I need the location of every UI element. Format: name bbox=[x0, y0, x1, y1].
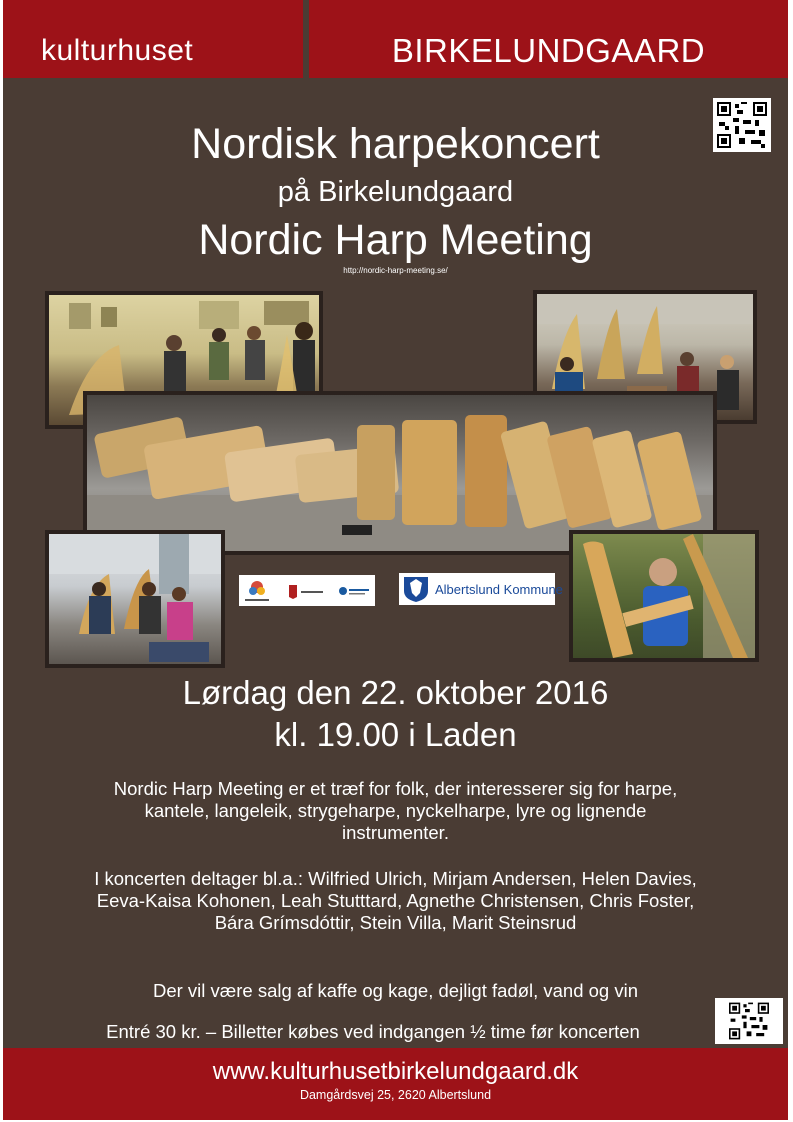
municipality-name: Albertslund Kommune bbox=[435, 582, 563, 597]
header-left-block bbox=[3, 0, 303, 78]
title-url[interactable]: http://nordic-harp-meeting.se/ bbox=[343, 266, 448, 275]
title-english: Nordic Harp Meeting bbox=[198, 216, 593, 264]
performers-line: I koncerten deltager bl.a.: Wilfried Ulrich, Mirjam Andersen, Helen Davies, bbox=[94, 868, 697, 889]
coat-of-arms-icon bbox=[402, 575, 430, 603]
title-subtitle: på Birkelundgaard bbox=[277, 176, 514, 208]
performers-line: Eeva-Kaisa Kohonen, Leah Stutttard, Agnethe Christensen, Chris Foster, bbox=[96, 890, 695, 911]
footer bbox=[3, 1048, 788, 1120]
footer-address: Damgårdsvej 25, 2620 Albertslund bbox=[299, 1088, 492, 1102]
description-line: instrumenter. bbox=[342, 822, 449, 843]
entry-info: Entré 30 kr. – Billetter købes ved indgangen ½ time før koncerten bbox=[106, 1021, 640, 1042]
sponsor-logos-small bbox=[239, 575, 375, 606]
footer-website[interactable]: www.kulturhusetbirkelundgaard.dk bbox=[212, 1058, 579, 1085]
qr-code-bottom-icon[interactable] bbox=[715, 998, 783, 1044]
header-venue-location: BIRKELUNDGAARD bbox=[391, 32, 706, 69]
performers-line: Bára Grímsdóttir, Stein Villa, Marit Steinsrud bbox=[214, 912, 577, 933]
header bbox=[3, 0, 788, 78]
performers-paragraph bbox=[3, 868, 788, 934]
header-right-block bbox=[309, 0, 788, 78]
description-line: kantele, langeleik, strygeharpe, nyckelharpe, lyre og lignende bbox=[144, 800, 647, 821]
description-paragraph bbox=[3, 778, 788, 844]
description-line: Nordic Harp Meeting er et træf for folk, der interesserer sig for harpe, bbox=[113, 778, 678, 799]
sales-info: Der vil være salg af kaffe og kage, dejligt fadøl, vand og vin bbox=[152, 980, 639, 1001]
event-date: Lørdag den 22. oktober 2016 bbox=[182, 674, 609, 711]
photo-harp-player bbox=[569, 530, 759, 662]
photo-harp-practice bbox=[45, 530, 225, 668]
event-time: kl. 19.00 i Laden bbox=[274, 716, 517, 753]
poster bbox=[3, 0, 788, 1120]
title-danish: Nordisk harpekoncert bbox=[191, 120, 600, 168]
header-venue-name: kulturhuset bbox=[41, 34, 194, 67]
sponsor-logo-municipality bbox=[399, 573, 563, 605]
